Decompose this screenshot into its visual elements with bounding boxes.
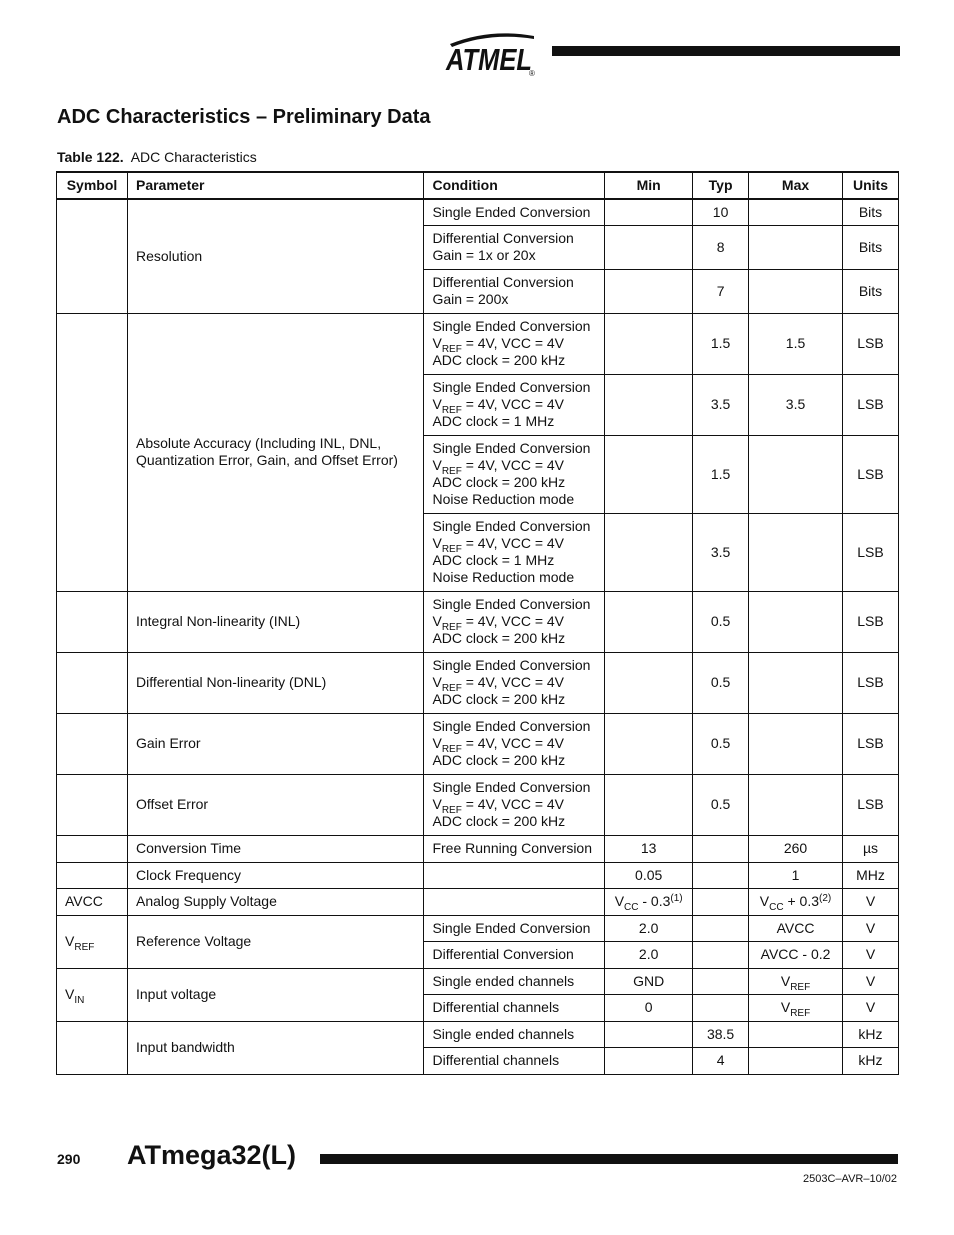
param-cell: Clock Frequency <box>127 862 423 888</box>
units-cell: Bits <box>842 199 898 225</box>
min-cell: 2.0 <box>605 915 693 941</box>
max-cell: 1 <box>749 862 843 888</box>
min-cell <box>605 652 693 713</box>
footer-rule <box>320 1154 898 1164</box>
col-header-symbol: Symbol <box>57 172 128 199</box>
max-cell: 3.5 <box>749 374 843 435</box>
min-cell <box>605 774 693 835</box>
typ-cell: 0.5 <box>693 713 749 774</box>
typ-cell: 10 <box>693 199 749 225</box>
max-cell <box>749 713 843 774</box>
typ-cell: 0.5 <box>693 774 749 835</box>
min-cell <box>605 1021 693 1047</box>
symbol-cell <box>57 313 128 591</box>
param-cell: Input voltage <box>127 968 423 1021</box>
typ-cell: 38.5 <box>693 1021 749 1047</box>
table-row <box>57 591 899 652</box>
condition-cell: Differential Conversion <box>424 941 605 968</box>
condition-cell: Single Ended Conversion $V_{REF} = 4V$, VCC = 4V ADC clock = 200 kHz <box>424 713 605 774</box>
section-title: ADC Characteristics – Preliminary Data <box>57 106 431 128</box>
typ-cell: 0.5 <box>693 591 749 652</box>
max-cell: 1.5 <box>749 313 843 374</box>
table-row <box>57 968 899 994</box>
min-cell <box>605 374 693 435</box>
condition-cell: Single Ended Conversion $V_{REF} = 4V$, VCC = 4V ADC clock = 200 kHz <box>424 652 605 713</box>
document-code: 2503C–AVR–10/02 <box>803 1173 897 1185</box>
min-cell: $V_{CC} - 0.3^{(1)}$ <box>605 888 693 915</box>
max-cell <box>749 225 843 269</box>
max-cell: 260 <box>749 835 843 862</box>
symbol-cell <box>57 774 128 835</box>
typ-cell <box>693 941 749 968</box>
units-cell: Bits <box>842 225 898 269</box>
table-caption <box>57 149 257 165</box>
min-cell <box>605 713 693 774</box>
param-cell: Analog Supply Voltage <box>127 888 423 915</box>
max-cell <box>749 1021 843 1047</box>
min-cell <box>605 591 693 652</box>
condition-cell: Differential Conversion Gain = 200x <box>424 269 605 313</box>
condition-cell: Single Ended Conversion $V_{REF} = 4V$, VCC = 4V ADC clock = 200 kHz <box>424 591 605 652</box>
units-cell: V <box>842 994 898 1021</box>
max-cell: AVCC - 0.2 <box>749 941 843 968</box>
col-header-min: Min <box>605 172 693 199</box>
units-cell: Bits <box>842 269 898 313</box>
typ-cell <box>693 968 749 994</box>
condition-cell: Single ended channels <box>424 968 605 994</box>
typ-cell <box>693 994 749 1021</box>
min-cell: 0 <box>605 994 693 1021</box>
min-cell: 13 <box>605 835 693 862</box>
symbol-cell: AVCC <box>57 888 128 915</box>
max-cell <box>749 591 843 652</box>
units-cell: V <box>842 888 898 915</box>
symbol-cell <box>57 1021 128 1074</box>
condition-cell: Single ended channels <box>424 1021 605 1047</box>
units-cell: LSB <box>842 435 898 513</box>
condition-cell: Single Ended Conversion $V_{REF} = 4V$, VCC = 4V ADC clock = 200 kHz <box>424 313 605 374</box>
condition-cell: Single Ended Conversion $V_{REF} = 4V$, VCC = 4V ADC clock = 200 kHz <box>424 774 605 835</box>
units-cell: LSB <box>842 652 898 713</box>
min-cell <box>605 269 693 313</box>
units-cell: LSB <box>842 313 898 374</box>
max-cell <box>749 774 843 835</box>
units-cell: LSB <box>842 774 898 835</box>
table-header-row <box>57 172 899 199</box>
max-cell: $V_{REF}$ <box>749 994 843 1021</box>
min-cell: 0.05 <box>605 862 693 888</box>
typ-cell: 3.5 <box>693 374 749 435</box>
symbol-cell <box>57 652 128 713</box>
param-cell: Absolute Accuracy (Including INL, DNL, Quantization Error, Gain, and Offset Error) <box>127 313 423 591</box>
table-row <box>57 915 899 941</box>
table-row <box>57 862 899 888</box>
col-header-typ: Typ <box>693 172 749 199</box>
units-cell: LSB <box>842 513 898 591</box>
table-caption-text: ADC Characteristics <box>130 149 257 165</box>
max-cell <box>749 513 843 591</box>
condition-cell <box>424 862 605 888</box>
typ-cell: 3.5 <box>693 513 749 591</box>
param-cell: Integral Non-linearity (INL) <box>127 591 423 652</box>
table-row <box>57 888 899 915</box>
condition-cell: Free Running Conversion <box>424 835 605 862</box>
units-cell: µs <box>842 835 898 862</box>
min-cell: 2.0 <box>605 941 693 968</box>
col-header-units: Units <box>842 172 898 199</box>
logo-text: ATMEL <box>445 42 532 77</box>
condition-cell: Differential channels <box>424 1047 605 1074</box>
symbol-cell: $V_{REF}$ <box>57 915 128 968</box>
max-cell <box>749 199 843 225</box>
min-cell <box>605 1047 693 1074</box>
typ-cell: 1.5 <box>693 313 749 374</box>
table-row <box>57 835 899 862</box>
max-cell <box>749 269 843 313</box>
units-cell: LSB <box>842 374 898 435</box>
table-row <box>57 652 899 713</box>
col-header-parameter: Parameter <box>127 172 423 199</box>
col-header-max: Max <box>749 172 843 199</box>
typ-cell <box>693 888 749 915</box>
param-cell: Gain Error <box>127 713 423 774</box>
table-row <box>57 1021 899 1047</box>
table-row <box>57 313 899 374</box>
units-cell: MHz <box>842 862 898 888</box>
typ-cell <box>693 915 749 941</box>
condition-cell: Single Ended Conversion $V_{REF} = 4V$, VCC = 4V ADC clock = 200 kHz Noise Reduction mode <box>424 435 605 513</box>
adc-characteristics-table <box>56 171 899 1075</box>
param-cell: Resolution <box>127 199 423 313</box>
max-cell: $V_{CC} + 0.3^{(2)}$ <box>749 888 843 915</box>
condition-cell: Differential channels <box>424 994 605 1021</box>
condition-cell <box>424 888 605 915</box>
min-cell <box>605 513 693 591</box>
condition-cell: Differential Conversion Gain = 1x or 20x <box>424 225 605 269</box>
units-cell: V <box>842 915 898 941</box>
typ-cell: 7 <box>693 269 749 313</box>
min-cell <box>605 435 693 513</box>
condition-cell: Single Ended Conversion $V_{REF} = 4V$, VCC = 4V ADC clock = 1 MHz <box>424 374 605 435</box>
page-number: 290 <box>57 1151 81 1167</box>
symbol-cell <box>57 199 128 313</box>
max-cell <box>749 1047 843 1074</box>
min-cell <box>605 313 693 374</box>
typ-cell: 0.5 <box>693 652 749 713</box>
units-cell: LSB <box>842 591 898 652</box>
typ-cell: 8 <box>693 225 749 269</box>
param-cell: Differential Non-linearity (DNL) <box>127 652 423 713</box>
typ-cell <box>693 835 749 862</box>
min-cell: GND <box>605 968 693 994</box>
symbol-cell <box>57 862 128 888</box>
condition-cell: Single Ended Conversion <box>424 915 605 941</box>
typ-cell <box>693 862 749 888</box>
registered-mark: ® <box>529 69 535 78</box>
min-cell <box>605 199 693 225</box>
condition-cell: Single Ended Conversion <box>424 199 605 225</box>
max-cell <box>749 435 843 513</box>
max-cell: $V_{REF}$ <box>749 968 843 994</box>
units-cell: kHz <box>842 1021 898 1047</box>
units-cell: V <box>842 941 898 968</box>
table-row <box>57 199 899 225</box>
symbol-cell <box>57 591 128 652</box>
header-rule <box>552 46 900 56</box>
condition-cell: Single Ended Conversion $V_{REF} = 4V$, VCC = 4V ADC clock = 1 MHz Noise Reduction mode <box>424 513 605 591</box>
col-header-condition: Condition <box>424 172 605 199</box>
units-cell: V <box>842 968 898 994</box>
table-caption-label: Table 122. <box>57 149 124 165</box>
param-cell: Conversion Time <box>127 835 423 862</box>
symbol-cell <box>57 713 128 774</box>
param-cell: Input bandwidth <box>127 1021 423 1074</box>
units-cell: LSB <box>842 713 898 774</box>
param-cell: Reference Voltage <box>127 915 423 968</box>
units-cell: kHz <box>842 1047 898 1074</box>
atmel-logo <box>440 28 540 78</box>
typ-cell: 1.5 <box>693 435 749 513</box>
symbol-cell <box>57 835 128 862</box>
max-cell <box>749 652 843 713</box>
param-cell: Offset Error <box>127 774 423 835</box>
document-title: ATmega32(L) <box>127 1140 297 1170</box>
min-cell <box>605 225 693 269</box>
table-row <box>57 713 899 774</box>
symbol-cell: $V_{IN}$ <box>57 968 128 1021</box>
table-row <box>57 774 899 835</box>
max-cell: AVCC <box>749 915 843 941</box>
typ-cell: 4 <box>693 1047 749 1074</box>
